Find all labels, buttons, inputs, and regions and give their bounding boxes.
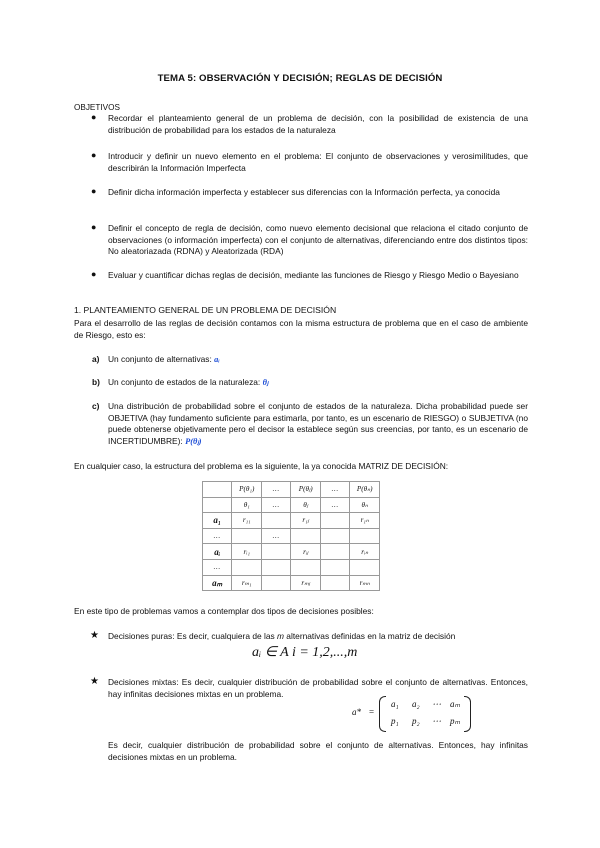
item-label: a) (92, 354, 100, 364)
matrix-cell: rₘⱼ (291, 575, 321, 591)
item-c-text: Una distribución de probabilidad sobre el conjunto de estados de la naturaleza. Dicha probabilidad puede ser OBJETIVA (hay fundamento suficiente para estimarla, por tanto, es un escenario de RIESGO) o SUBJETIVA (no puede obtenerse objetivamente pero el decisor la establece según sus creencias, por tanto, es un escenario de INCERTIDUMBRE): (108, 401, 528, 446)
formula-top-cell: ⋯ (432, 699, 441, 709)
star-icon: ★ (90, 676, 99, 687)
matrix-cell (232, 528, 262, 544)
item-b-text: Un conjunto de estados de la naturaleza: (108, 377, 263, 387)
matrix-cell: rᵢₙ (350, 544, 380, 560)
matrix-cell (291, 528, 321, 544)
section-intro: Para el desarrollo de las reglas de decisión contamos con la misma estructura de problema que en el caso de ambiente de Riesgo, esto es: (74, 318, 528, 340)
matrix-cell: P(θⱼ) (291, 482, 321, 498)
matrix-cell (320, 528, 349, 544)
item-a-symbol: aᵢ (214, 355, 220, 364)
mixtas-formula (352, 696, 476, 732)
matrix-cell (320, 559, 349, 575)
bullet-icon: ● (91, 186, 97, 196)
formula-bottom-cell: ⋯ (432, 716, 441, 726)
matrix-cell: rₘₙ (350, 575, 380, 591)
bullet-icon: ● (91, 269, 97, 279)
puras-title: Decisiones puras (108, 631, 173, 641)
matrix-cell (232, 559, 262, 575)
matrix-cell: rᵢ₁ (232, 544, 262, 560)
formula-bottom-cell: p₂ (412, 716, 420, 726)
matrix-cell (262, 575, 291, 591)
matrix-cell: … (203, 528, 232, 544)
item-label: c) (92, 401, 100, 411)
matrix-cell (262, 559, 291, 575)
matrix-cell: aᵢ (203, 544, 232, 560)
matrix-cell: θₙ (350, 497, 380, 513)
matrix-cell: a₁ (203, 513, 232, 529)
decisiones-mixtas: Decisiones mixtas: Es decir, cualquier distribución de probabilidad sobre el conjunto de alternativas. Entonces, hay infinitas decisiones mixtas en un problema. (108, 677, 528, 699)
item-c (108, 401, 528, 447)
matrix-prob-row (203, 482, 380, 498)
matrix-cell: … (262, 497, 291, 513)
objetivos-heading: OBJETIVOS (74, 103, 120, 112)
matrix-cell (203, 497, 232, 513)
matrix-cell (350, 559, 380, 575)
matrix-cell: θⱼ (291, 497, 321, 513)
item-label: b) (92, 377, 100, 387)
matrix-cell (291, 559, 321, 575)
item-a-text: Un conjunto de alternativas: (108, 354, 215, 364)
formula-lhs: a* (352, 707, 361, 717)
bullet-icon: ● (91, 112, 97, 122)
formula-bottom-cell: pₘ (450, 716, 461, 726)
matrix-cell: aₘ (203, 575, 232, 591)
matrix-cell: r₁ⱼ (291, 513, 321, 529)
decision-matrix (202, 481, 380, 591)
matrix-cell (320, 544, 349, 560)
matrix-cell (262, 513, 291, 529)
right-paren (464, 696, 471, 732)
matrix-row (203, 575, 380, 591)
matrix-cell: … (320, 482, 349, 498)
puras-m: m (277, 631, 284, 641)
puras-text-pre: : Es decir, cualquiera de las (172, 631, 277, 641)
star-icon: ★ (90, 630, 99, 641)
formula-equals: = (369, 707, 375, 717)
formula-top-cell: aₘ (450, 699, 461, 709)
matrix-cell: … (320, 497, 349, 513)
objetivo-item: Introducir y definir un nuevo elemento en el problema: El conjunto de observaciones y verosimilitudes, que describirán la Información Imperfecta (108, 151, 528, 173)
matrix-row (203, 544, 380, 560)
matrix-cell: P(θ₁) (232, 482, 262, 498)
matrix-cell: rₘ₁ (232, 575, 262, 591)
matrix-row (203, 528, 380, 544)
item-b-symbol: θⱼ (262, 378, 269, 387)
item-b (108, 377, 528, 389)
bullet-icon: ● (91, 222, 97, 232)
matrix-state-row (203, 497, 380, 513)
objetivo-item: Definir dicha información imperfecta y establecer sus diferencias con la Información perfecta, ya conocida (108, 187, 500, 197)
objetivo-item: Recordar el planteamiento general de un problema de decisión, con la posibilidad de existencia de una distribución de probabilidad para los estados de la naturaleza (108, 113, 528, 135)
matrix-cell (203, 482, 232, 498)
matrix-cell: … (262, 482, 291, 498)
decisions-intro: En este tipo de problemas vamos a contemplar dos tipos de decisiones posibles: (74, 606, 374, 616)
matrix-cell: r₁₁ (232, 513, 262, 529)
formula-top-cell: a₁ (391, 699, 399, 709)
matrix-row (203, 559, 380, 575)
item-a (108, 354, 528, 366)
matrix-cell: r₁ₙ (350, 513, 380, 529)
bullet-icon: ● (91, 150, 97, 160)
formula-top-cell: a₂ (412, 699, 420, 709)
matrix-cell (350, 528, 380, 544)
puras-text-post: alternativas definidas en la matriz de decisión (283, 631, 456, 641)
matrix-cell: … (262, 528, 291, 544)
objetivo-item: Evaluar y cuantificar dichas reglas de decisión, mediante las funciones de Riesgo y Riesgo Medio o Bayesiano (108, 270, 519, 280)
matrix-row (203, 513, 380, 529)
item-c-symbol: P(θⱼ) (185, 436, 202, 446)
section-heading: 1. PLANTEAMIENTO GENERAL DE UN PROBLEMA DE DECISIÓN (74, 305, 337, 315)
left-paren (379, 696, 386, 732)
matrix-cell: … (203, 559, 232, 575)
matrix-intro: En cualquier caso, la estructura del problema es la siguiente, la ya conocida MATRIZ DE DECISIÓN: (74, 461, 449, 471)
objetivo-item: Definir el concepto de regla de decisión, como nuevo elemento decisional que relaciona el citado conjunto de observaciones (o información imperfecta) con el conjunto de alternativas, diferenciando entre dos distintos tipos: No aleatoriazada (RDNA) y Aleatorizada (RDA) (108, 223, 528, 256)
matrix-cell: θ₁ (232, 497, 262, 513)
closing-paragraph: Es decir, cualquier distribución de probabilidad sobre el conjunto de alternativas. Entonces, hay infinitas decisiones mixtas en un problema. (108, 740, 528, 762)
matrix-cell (320, 513, 349, 529)
decisiones-puras (108, 631, 528, 643)
matrix-cell: rᵢⱼ (291, 544, 321, 560)
formula-bottom-cell: p₁ (391, 716, 399, 726)
matrix-cell: P(θₙ) (350, 482, 380, 498)
matrix-cell (262, 544, 291, 560)
matrix-cell (320, 575, 349, 591)
page-title: TEMA 5: OBSERVACIÓN Y DECISIÓN; REGLAS DE DECISIÓN (157, 73, 443, 84)
puras-formula: aᵢ ∈ A i = 1,2,...,m (252, 645, 358, 660)
